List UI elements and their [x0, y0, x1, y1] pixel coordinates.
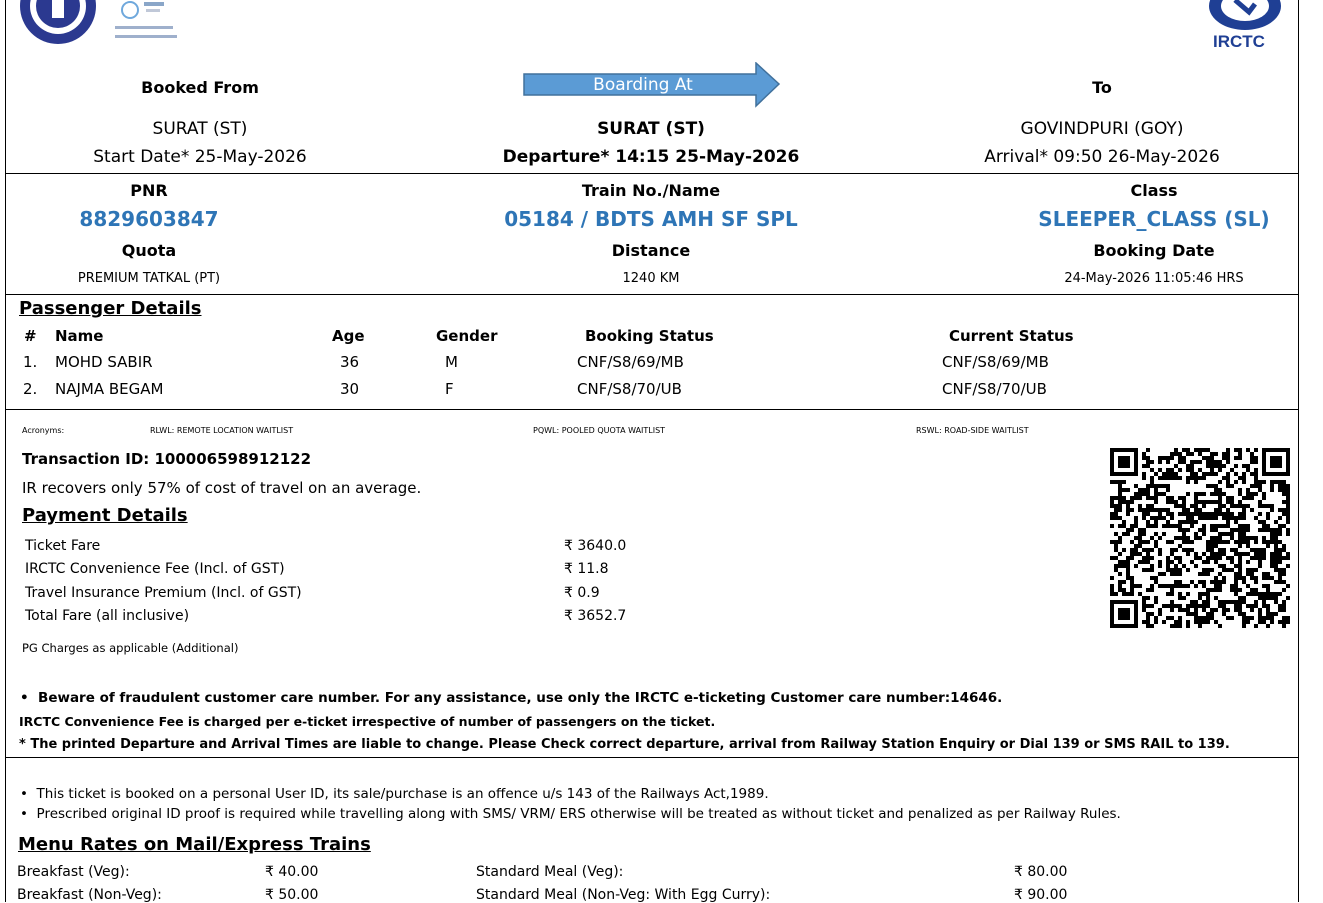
id-proof-notice: [20, 806, 1121, 822]
acronyms-label: Acronyms:: [22, 426, 65, 435]
travel-class: SLEEPER_CLASS (SL): [1038, 207, 1270, 231]
passenger-age: 36: [340, 353, 360, 371]
departure-time: Departure* 14:15 25-May-2026: [502, 147, 800, 167]
start-date: Start Date* 25-May-2026: [93, 147, 307, 167]
ir-recovery-note: IR recovers only 57% of cost of travel on an average.: [22, 479, 422, 497]
col-header-gender: Gender: [436, 327, 498, 345]
acronym-rlwl: RLWL: REMOTE LOCATION WAITLIST: [150, 426, 294, 435]
menu-item-label: Standard Meal (Veg):: [476, 864, 624, 880]
passenger-current-status: CNF/S8/70/UB: [942, 380, 1047, 398]
indian-railways-logo: [18, 0, 98, 46]
acronym-pqwl: PQWL: POOLED QUOTA WAITLIST: [533, 426, 666, 435]
menu-item-label: Breakfast (Veg):: [17, 864, 130, 880]
menu-item-price: ₹ 80.00: [1014, 864, 1068, 880]
bullet: •: [20, 690, 39, 706]
quota-value: PREMIUM TATKAL (PT): [77, 271, 221, 286]
menu-item-label: Breakfast (Non-Veg):: [17, 887, 162, 903]
col-header-age: Age: [332, 327, 365, 345]
class-label: Class: [1130, 181, 1178, 200]
personal-id-notice: [20, 786, 769, 802]
distance-value: 1240 KM: [622, 271, 680, 286]
pnr-label: PNR: [130, 181, 168, 200]
menu-rates-title: Menu Rates on Mail/Express Trains: [18, 834, 371, 855]
col-header-current-status: Current Status: [949, 327, 1074, 345]
from-station: SURAT (ST): [152, 119, 248, 139]
menu-item-price: ₹ 40.00: [265, 864, 319, 880]
irctc-logo: [1205, 0, 1285, 52]
passenger-number: 2.: [23, 380, 38, 398]
passenger-age: 30: [340, 380, 360, 398]
passenger-booking-status: CNF/S8/69/MB: [577, 353, 684, 371]
transaction-id: Transaction ID: 100006598912122: [22, 450, 312, 468]
booked-from-label: Booked From: [141, 78, 259, 97]
booking-date-value: 24-May-2026 11:05:46 HRS: [1064, 271, 1244, 286]
pnr-number: 8829603847: [79, 207, 219, 231]
convenience-fee-notice: IRCTC Convenience Fee is charged per e-ticket irrespective of number of passengers on the ticket.: [19, 714, 716, 729]
qr-code: [1110, 448, 1290, 630]
fare-value: ₹ 0.9: [564, 585, 600, 601]
col-header-name: Name: [55, 327, 104, 345]
passenger-name: MOHD SABIR: [55, 353, 153, 371]
booking-date-label: Booking Date: [1093, 241, 1215, 260]
irctc-logo-text: IRCTC: [1213, 32, 1265, 51]
boarding-at-label: Boarding At: [593, 75, 693, 95]
divider: [5, 757, 1298, 758]
quota-label: Quota: [121, 241, 177, 260]
menu-item-price: ₹ 90.00: [1014, 887, 1068, 903]
fare-label: Travel Insurance Premium (Incl. of GST): [25, 585, 302, 601]
train-label: Train No./Name: [581, 181, 721, 200]
bullet: •: [20, 806, 37, 822]
id-proof-notice-text: Prescribed original ID proof is required while travelling along with SMS/ VRM/ ERS otherwise will be treated as without ticket and penalized as per Railway Rules.: [36, 806, 1121, 822]
to-station: GOVINDPURI (GOY): [1020, 119, 1184, 139]
bullet: •: [20, 786, 37, 802]
menu-item-label: Standard Meal (Non-Veg: With Egg Curry):: [476, 887, 771, 903]
boarding-station: SURAT (ST): [597, 119, 705, 139]
fare-label: Ticket Fare: [25, 538, 101, 554]
times-notice: * The printed Departure and Arrival Times are liable to change. Please Check correct departure, arrival from Railway Station Enquiry or Dial 139 or SMS RAIL to 139.: [19, 737, 1230, 752]
summit-logo: [112, 0, 182, 44]
arrival-time: Arrival* 09:50 26-May-2026: [984, 147, 1220, 167]
pg-charges-note: PG Charges as applicable (Additional): [22, 641, 239, 655]
fare-label: Total Fare (all inclusive): [25, 608, 190, 624]
acronym-rswl: RSWL: ROAD-SIDE WAITLIST: [916, 426, 1029, 435]
irctc-emblem-icon: [1205, 0, 1285, 34]
distance-label: Distance: [611, 241, 691, 260]
passenger-gender: M: [445, 353, 458, 371]
train-number-name: 05184 / BDTS AMH SF SPL: [504, 207, 798, 231]
fraud-notice: [20, 690, 1002, 706]
passenger-details-title: Passenger Details: [19, 298, 202, 319]
col-header-number: #: [24, 327, 37, 345]
fare-value: ₹ 3652.7: [564, 608, 627, 624]
personal-id-notice-text: This ticket is booked on a personal User ID, its sale/purchase is an offence u/s 143 of the Railways Act,1989.: [36, 786, 769, 802]
fare-value: ₹ 3640.0: [564, 538, 627, 554]
passenger-booking-status: CNF/S8/70/UB: [577, 380, 682, 398]
fare-label: IRCTC Convenience Fee (Incl. of GST): [25, 561, 285, 577]
passenger-current-status: CNF/S8/69/MB: [942, 353, 1049, 371]
passenger-gender: F: [445, 380, 454, 398]
divider: [5, 294, 1298, 295]
menu-item-price: ₹ 50.00: [265, 887, 319, 903]
to-label: To: [1092, 78, 1112, 97]
fraud-notice-text: Beware of fraudulent customer care number. For any assistance, use only the IRCTC e-ticketing Customer care number:14646.: [38, 690, 1003, 706]
divider: [5, 173, 1298, 174]
passenger-name: NAJMA BEGAM: [55, 380, 164, 398]
payment-details-title: Payment Details: [22, 505, 188, 526]
fare-value: ₹ 11.8: [564, 561, 609, 577]
divider: [5, 409, 1298, 410]
passenger-number: 1.: [23, 353, 38, 371]
col-header-booking-status: Booking Status: [585, 327, 714, 345]
